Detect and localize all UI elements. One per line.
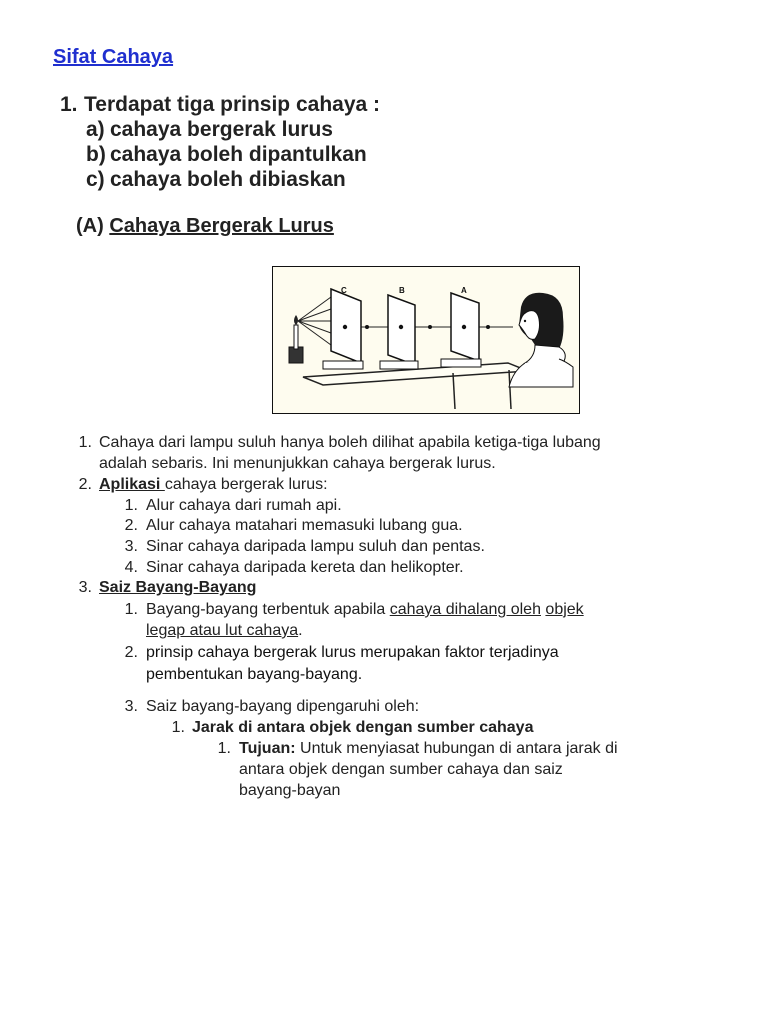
card-b [388,295,415,365]
deep-list-number: 1. [217,740,231,757]
sub-list-text [146,620,303,641]
aplikasi-label: Aplikasi [99,476,165,493]
page-title: Sifat Cahaya [53,46,174,68]
flame-icon [294,315,298,325]
sub-list-number: 1. [124,601,138,618]
text-part: Bayang-bayang terbentuk apabila [146,601,390,618]
sub-list-text: pembentukan bayang-bayang. [146,666,363,683]
principle-label: c) [86,168,105,191]
underlined-text: objek [545,601,584,618]
sub-list-text: prinsip cahaya bergerak lurus merupakan faktor terjadinya [146,644,559,661]
sub-list-number: 1. [124,497,138,514]
principles-number: 1. [60,93,78,116]
table-leg [509,370,511,409]
hole-c [343,325,347,329]
principles-list [60,92,380,192]
card-b-stand [380,361,418,369]
sub-list-text: Saiz bayang-bayang dipengaruhi oleh: [146,698,420,715]
principle-item [86,167,380,192]
tujuan-label: Tujuan: [239,740,296,757]
list-item-text: Cahaya dari lampu suluh hanya boleh dilihat apabila ketiga-tiga lubang [99,434,601,451]
sub-sub-list-number: 1. [171,719,185,736]
principles-heading: Terdapat tiga prinsip cahaya : [84,93,381,116]
sub-list-number: 2. [124,644,138,661]
deep-list-text: bayang-bayan [239,782,341,799]
saiz-bayang-heading: Saiz Bayang-Bayang [99,579,257,596]
light-straight-line-figure [272,266,580,414]
principle-item [86,142,380,167]
section-a-title: Cahaya Bergerak Lurus [109,215,334,237]
candle [294,325,298,349]
ray-arrow [428,325,432,329]
sub-list-number: 3. [124,698,138,715]
hole-b [399,325,403,329]
ray-arrow [486,325,490,329]
sub-list-number: 3. [124,538,138,555]
card-label: A [461,286,467,295]
principle-item [86,117,380,142]
underlined-text: cahaya dihalang oleh [389,601,541,618]
sub-list-text [146,599,584,620]
aplikasi-text: cahaya bergerak lurus: [164,476,328,493]
sub-list-text: Sinar cahaya daripada lampu suluh dan pentas. [146,538,485,555]
list-number: 3. [78,579,92,596]
sub-list-number: 4. [124,559,138,576]
principle-text: cahaya bergerak lurus [110,118,333,141]
principle-label: b) [86,143,106,166]
ray-arrow [365,325,369,329]
experiment-illustration [273,267,579,413]
card-a-stand [441,359,481,367]
card-c-stand [323,361,363,369]
text-part: . [298,622,303,639]
section-a-heading [76,215,334,238]
deep-list-text: antara objek dengan sumber cahaya dan saiz [239,761,563,778]
sub-list-text: Alur cahaya matahari memasuki lubang gua. [146,517,463,534]
card-label: C [341,286,347,295]
hole-a [462,325,466,329]
principle-text: cahaya boleh dipantulkan [110,143,367,166]
sub-list-text: Sinar cahaya daripada kereta dan helikopter. [146,559,464,576]
principle-text: cahaya boleh dibiaskan [110,168,346,191]
tujuan-text: Untuk menyiasat hubungan di antara jarak di [295,740,618,757]
observer-person [509,293,573,387]
underlined-text: legap atau lut cahaya [146,622,299,639]
sub-sub-list-text: Jarak di antara objek dengan sumber cahaya [192,719,534,736]
table-leg [453,373,455,409]
card-label: B [399,286,405,295]
list-number: 1. [78,434,92,451]
principle-label: a) [86,118,105,141]
list-number: 2. [78,476,92,493]
list-item-text [99,474,328,495]
sub-list-number: 2. [124,517,138,534]
sub-list-text: Alur cahaya dari rumah api. [146,497,342,514]
section-a-prefix: (A) [76,215,104,237]
deep-list-text [239,738,618,759]
list-item-text: adalah sebaris. Ini menunjukkan cahaya bergerak lurus. [99,455,496,472]
